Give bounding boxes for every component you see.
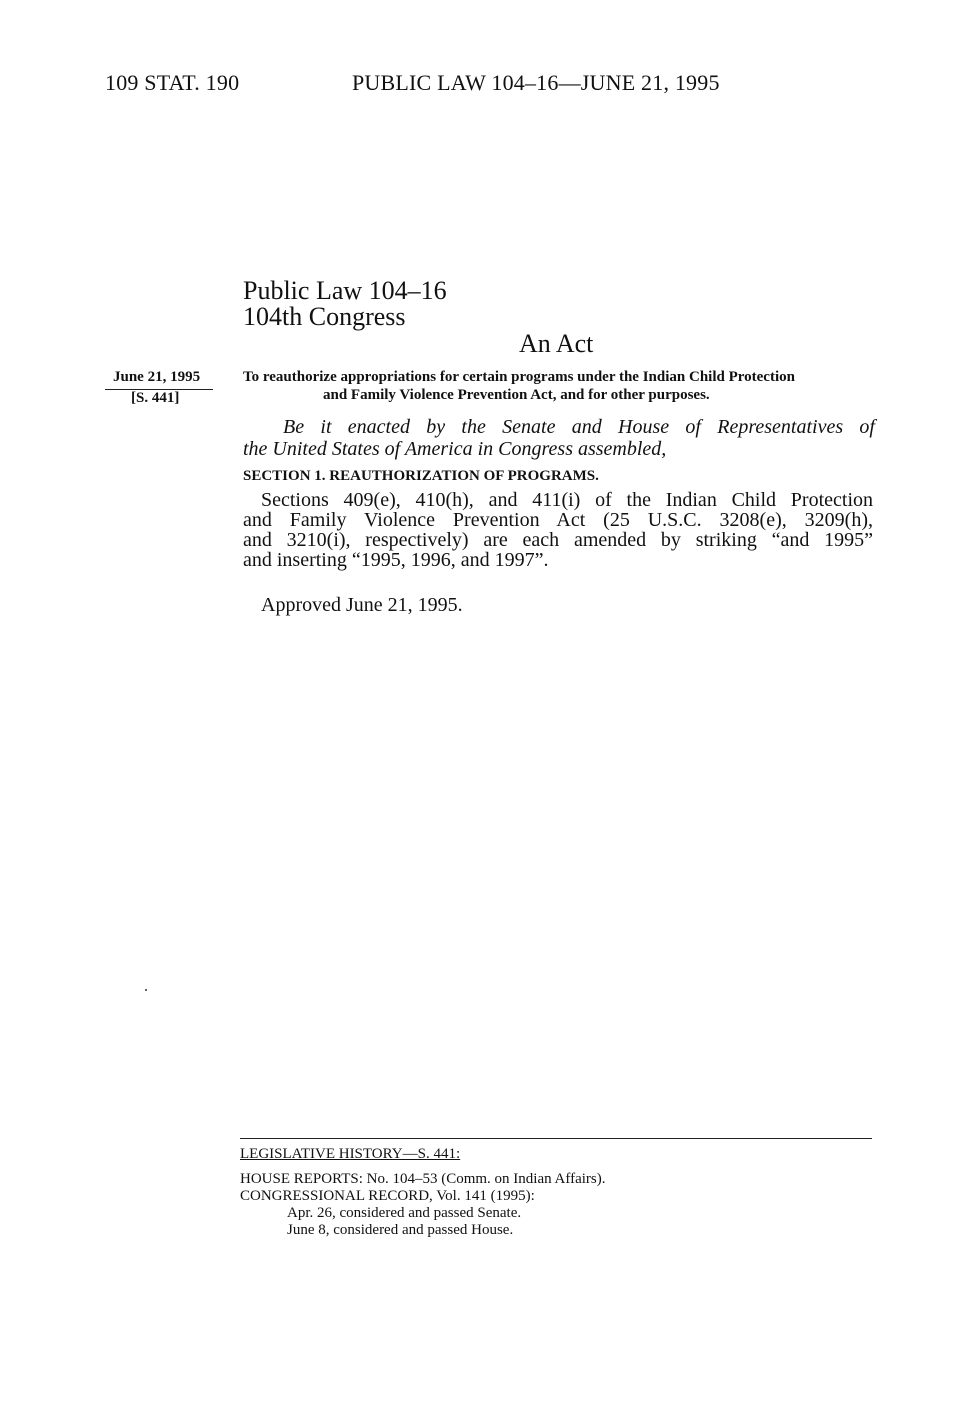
margin-date: June 21, 1995 [113,369,201,385]
scan-speck [145,989,147,991]
enacting-line-2: the United States of America in Congress assembled, [243,438,667,460]
purpose-statement [243,368,875,404]
house-reports: HOUSE REPORTS: No. 104–53 (Comm. on Indian Affairs). [240,1171,606,1187]
purpose-line-1: To reauthorize appropriations for certain programs under the Indian Child Protection [243,369,795,385]
body-line: and inserting “1995, 1996, and 1997”. [243,549,549,571]
section-body [243,490,873,570]
page-reference: 109 STAT. 190 [105,70,240,95]
act-label: An Act [519,329,594,358]
running-title: PUBLIC LAW 104–16—JUNE 21, 1995 [352,70,720,95]
record-entry: Apr. 26, considered and passed Senate. [287,1205,522,1221]
body-line: Sections 409(e), 410(h), and 411(i) of the Indian Child Protection [261,489,873,511]
section-heading: SECTION 1. REAUTHORIZATION OF PROGRAMS. [243,468,599,484]
body-line: and Family Violence Prevention Act (25 U.S.C. 3208(e), 3209(h), [243,509,873,531]
margin-bill-number: [S. 441] [131,390,180,406]
congressional-record: CONGRESSIONAL RECORD, Vol. 141 (1995): [240,1188,535,1204]
purpose-line-2: and Family Violence Prevention Act, and for other purposes. [323,387,710,403]
approval-date: Approved June 21, 1995. [261,594,463,616]
enacting-line-1: Be it enacted by the Senate and House of Representatives of [283,416,875,438]
law-number: Public Law 104–16 [243,276,447,305]
record-entry: June 8, considered and passed House. [287,1222,514,1238]
legislative-history-heading: LEGISLATIVE HISTORY—S. 441: [240,1146,461,1162]
congress-label: 104th Congress [243,302,406,331]
enacting-clause [243,416,875,460]
body-line: and 3210(i), respectively) are each amended by striking “and 1995” [243,529,873,551]
footer-divider [240,1138,872,1139]
